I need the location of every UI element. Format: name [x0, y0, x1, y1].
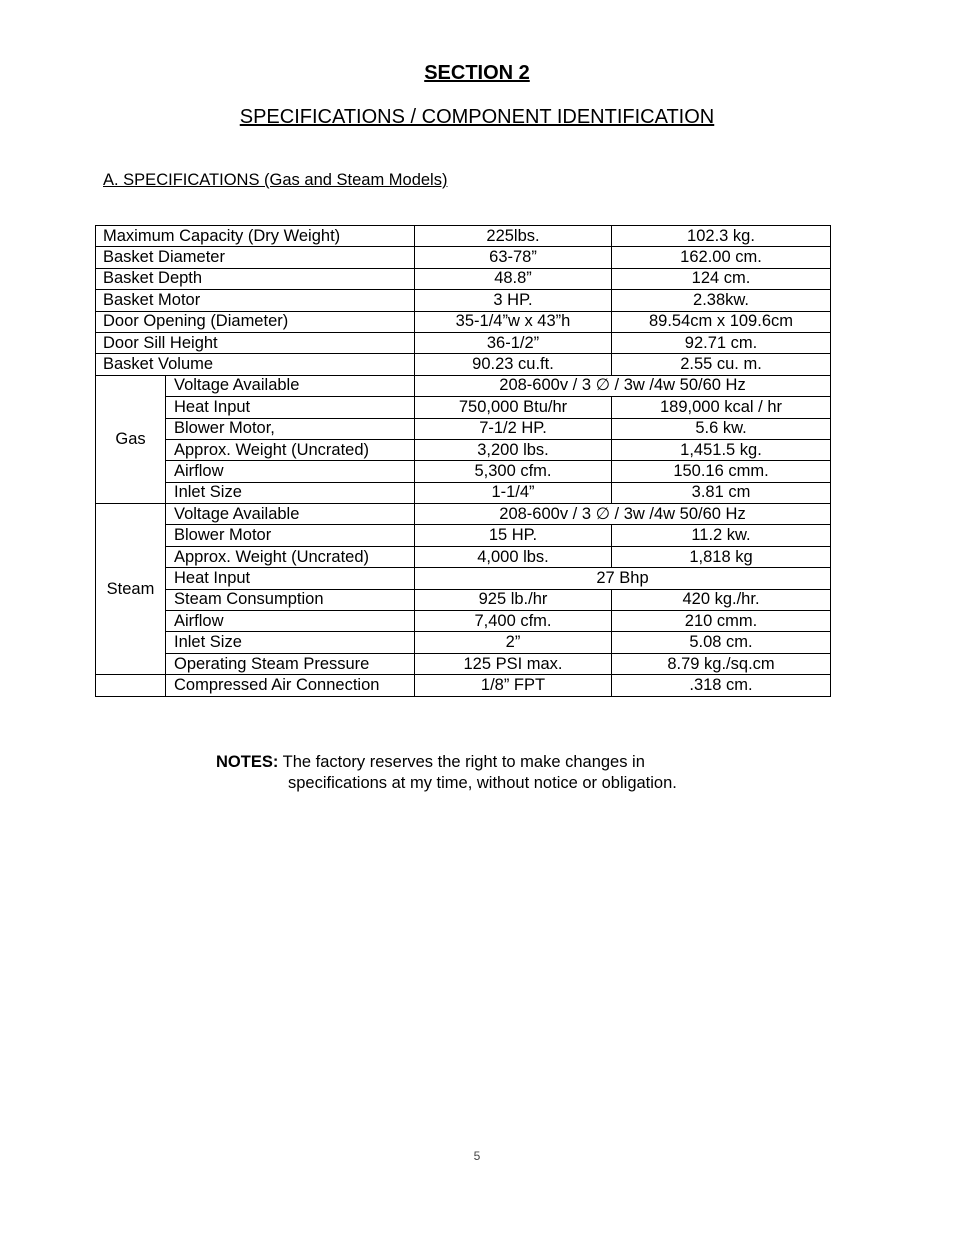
spec-label: Operating Steam Pressure — [166, 653, 415, 674]
spec-imperial: 4,000 lbs. — [415, 546, 612, 567]
spec-label: Basket Diameter — [96, 247, 415, 268]
table-row — [96, 226, 831, 247]
spec-imperial: 15 HP. — [415, 525, 612, 546]
page-subtitle: SPECIFICATIONS / COMPONENT IDENTIFICATION — [239, 106, 715, 128]
spec-imperial: 48.8” — [415, 268, 612, 289]
gas-group-label: Gas — [96, 375, 166, 503]
table-row — [96, 268, 831, 289]
spec-value: 208-600v / 3 ∅ / 3w /4w 50/60 Hz — [415, 504, 831, 525]
spec-imperial: 5,300 cfm. — [415, 461, 612, 482]
spec-imperial: 7-1/2 HP. — [415, 418, 612, 439]
spec-imperial: 63-78” — [415, 247, 612, 268]
spec-label: Approx. Weight (Uncrated) — [166, 439, 415, 460]
spec-label: Blower Motor, — [166, 418, 415, 439]
spec-label: Blower Motor — [166, 525, 415, 546]
section-title: SECTION 2 — [424, 62, 530, 84]
spec-metric: 102.3 kg. — [612, 226, 831, 247]
specifications-heading: A. SPECIFICATIONS (Gas and Steam Models) — [103, 171, 448, 189]
notes-block — [216, 752, 677, 794]
spec-metric: 5.08 cm. — [612, 632, 831, 653]
spec-imperial: 125 PSI max. — [415, 653, 612, 674]
table-row — [96, 504, 831, 525]
spec-label: Heat Input — [166, 568, 415, 589]
table-row — [96, 418, 831, 439]
spec-metric: 8.79 kg./sq.cm — [612, 653, 831, 674]
spec-imperial: 2” — [415, 632, 612, 653]
spec-label: Airflow — [166, 461, 415, 482]
spec-label: Door Opening (Diameter) — [96, 311, 415, 332]
table-row — [96, 611, 831, 632]
spec-label: Airflow — [166, 611, 415, 632]
spec-label: Door Sill Height — [96, 332, 415, 353]
spec-imperial: 225lbs. — [415, 226, 612, 247]
table-row — [96, 589, 831, 610]
spec-label: Basket Volume — [96, 354, 415, 375]
spec-metric: 189,000 kcal / hr — [612, 397, 831, 418]
table-row — [96, 525, 831, 546]
page-number: 5 — [473, 1149, 481, 1163]
spec-label: Compressed Air Connection — [166, 675, 415, 696]
notes-label: NOTES: — [216, 753, 279, 771]
table-row — [96, 247, 831, 268]
spec-value: 208-600v / 3 ∅ / 3w /4w 50/60 Hz — [415, 375, 831, 396]
empty-group-cell — [96, 675, 166, 696]
spec-label: Heat Input — [166, 397, 415, 418]
specifications-table — [95, 225, 831, 697]
table-row — [96, 546, 831, 567]
spec-label: Basket Depth — [96, 268, 415, 289]
spec-metric: 1,451.5 kg. — [612, 439, 831, 460]
spec-metric: 420 kg./hr. — [612, 589, 831, 610]
spec-label: Approx. Weight (Uncrated) — [166, 546, 415, 567]
spec-metric: 5.6 kw. — [612, 418, 831, 439]
table-row — [96, 675, 831, 696]
table-row — [96, 461, 831, 482]
spec-metric: 1,818 kg — [612, 546, 831, 567]
spec-metric: 2.38kw. — [612, 290, 831, 311]
table-row — [96, 439, 831, 460]
spec-label: Inlet Size — [166, 632, 415, 653]
steam-group-label: Steam — [96, 504, 166, 675]
spec-metric: 210 cmm. — [612, 611, 831, 632]
table-row — [96, 354, 831, 375]
spec-metric: 150.16 cmm. — [612, 461, 831, 482]
table-row — [96, 290, 831, 311]
spec-metric: 2.55 cu. m. — [612, 354, 831, 375]
spec-imperial: 7,400 cfm. — [415, 611, 612, 632]
table-row — [96, 568, 831, 589]
spec-imperial: 35-1/4”w x 43”h — [415, 311, 612, 332]
spec-metric: 162.00 cm. — [612, 247, 831, 268]
spec-metric: .318 cm. — [612, 675, 831, 696]
notes-line-2: specifications at my time, without notice or obligation. — [288, 774, 677, 792]
spec-imperial: 1/8” FPT — [415, 675, 612, 696]
spec-imperial: 36-1/2” — [415, 332, 612, 353]
spec-imperial: 925 lb./hr — [415, 589, 612, 610]
spec-imperial: 3 HP. — [415, 290, 612, 311]
spec-label: Maximum Capacity (Dry Weight) — [96, 226, 415, 247]
table-row — [96, 632, 831, 653]
spec-value: 27 Bhp — [415, 568, 831, 589]
spec-label: Voltage Available — [166, 504, 415, 525]
spec-metric: 92.71 cm. — [612, 332, 831, 353]
spec-label: Basket Motor — [96, 290, 415, 311]
spec-metric: 3.81 cm — [612, 482, 831, 503]
table-row — [96, 397, 831, 418]
spec-imperial: 1-1/4” — [415, 482, 612, 503]
table-row — [96, 311, 831, 332]
spec-imperial: 3,200 lbs. — [415, 439, 612, 460]
spec-metric: 89.54cm x 109.6cm — [612, 311, 831, 332]
spec-imperial: 90.23 cu.ft. — [415, 354, 612, 375]
table-row — [96, 653, 831, 674]
spec-metric: 124 cm. — [612, 268, 831, 289]
spec-metric: 11.2 kw. — [612, 525, 831, 546]
table-row — [96, 482, 831, 503]
spec-label: Steam Consumption — [166, 589, 415, 610]
table-row — [96, 375, 831, 396]
spec-label: Inlet Size — [166, 482, 415, 503]
spec-imperial: 750,000 Btu/hr — [415, 397, 612, 418]
notes-line-1: The factory reserves the right to make changes in — [282, 753, 645, 771]
table-row — [96, 332, 831, 353]
spec-label: Voltage Available — [166, 375, 415, 396]
